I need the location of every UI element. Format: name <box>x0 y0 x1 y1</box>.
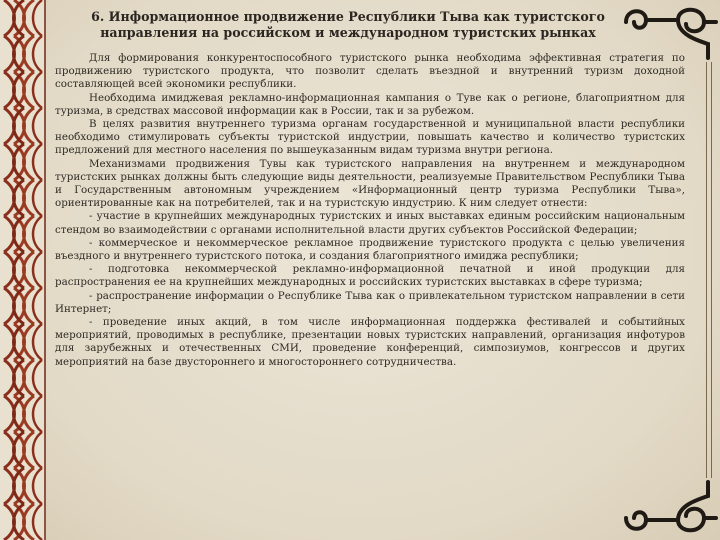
list-item: - подготовка некоммерческой рекламно-информационной печатной и иной продукции для распространения ее на крупнейших международных и российских туристских выставках в сфере туризма; <box>55 263 685 289</box>
top-right-ornament <box>616 0 720 60</box>
body-text <box>55 52 685 369</box>
right-vertical-rule <box>706 62 712 478</box>
paragraph: В целях развития внутреннего туризма органам государственной и муниципальной власти республики необходимо стимулировать субъекты туристской индустрии, повышать качество и количество туристских предложений для местного населения по вышеуказанным видам туризма внутри региона. <box>55 118 685 157</box>
paragraph: Механизмами продвижения Тувы как туристского направления на внутреннем и международном туристских рынках должны быть следующие виды деятельности, реализуемые Правительством Республики Тыва и Государственным автономным учреждением «Информационный центр туризма Республики Тыва», ориентированные как на потребителей, так и на туристскую индустрию. К ним следует отнести: <box>55 157 685 210</box>
list-item: - распространение информации о Республике Тыва как о привлекательном туристском направлении в сети Интернет; <box>55 289 685 315</box>
left-ornament-border <box>0 0 46 540</box>
list-item: - коммерческое и некоммерческое рекламное продвижение туристского продукта с целью увеличения въездного и внутреннего туристского потока, и создания благоприятного имиджа республики; <box>55 236 685 263</box>
paragraph: Необходима имиджевая рекламно-информационная кампания о Туве как о регионе, благоприятном для туризма, в средствах массовой информации как в России, так и за рубежом. <box>55 91 685 117</box>
list-item: - проведение иных акций, в том числе информационная поддержка фестивалей и событийных мероприятий, проводимых в республике, презентации новых туристских направлений, организация инфотуров для зарубежных и отечественных СМИ, проведение конференций, симпозиумов, конгрессов и других мероприятий на базе двустороннего и многостороннего сотрудничества. <box>55 316 685 368</box>
list-item: - участие в крупнейших международных туристских и иных выставках единым российским национальным стендом во взаимодействии с органами исполнительной власти других субъектов Российской Федерации; <box>55 210 685 236</box>
bottom-right-ornament <box>616 480 720 540</box>
paragraph: Для формирования конкурентоспособного туристского рынка необходима эффективная стратегия по продвижению туристского продукта, что позволит сделать въездной и внутренний туризм доходной составляющей всей экономики республики. <box>55 52 685 91</box>
page-title: 6. Информационное продвижение Республики Тыва как туристского направления на российском и международном туристских рынках <box>91 9 605 40</box>
